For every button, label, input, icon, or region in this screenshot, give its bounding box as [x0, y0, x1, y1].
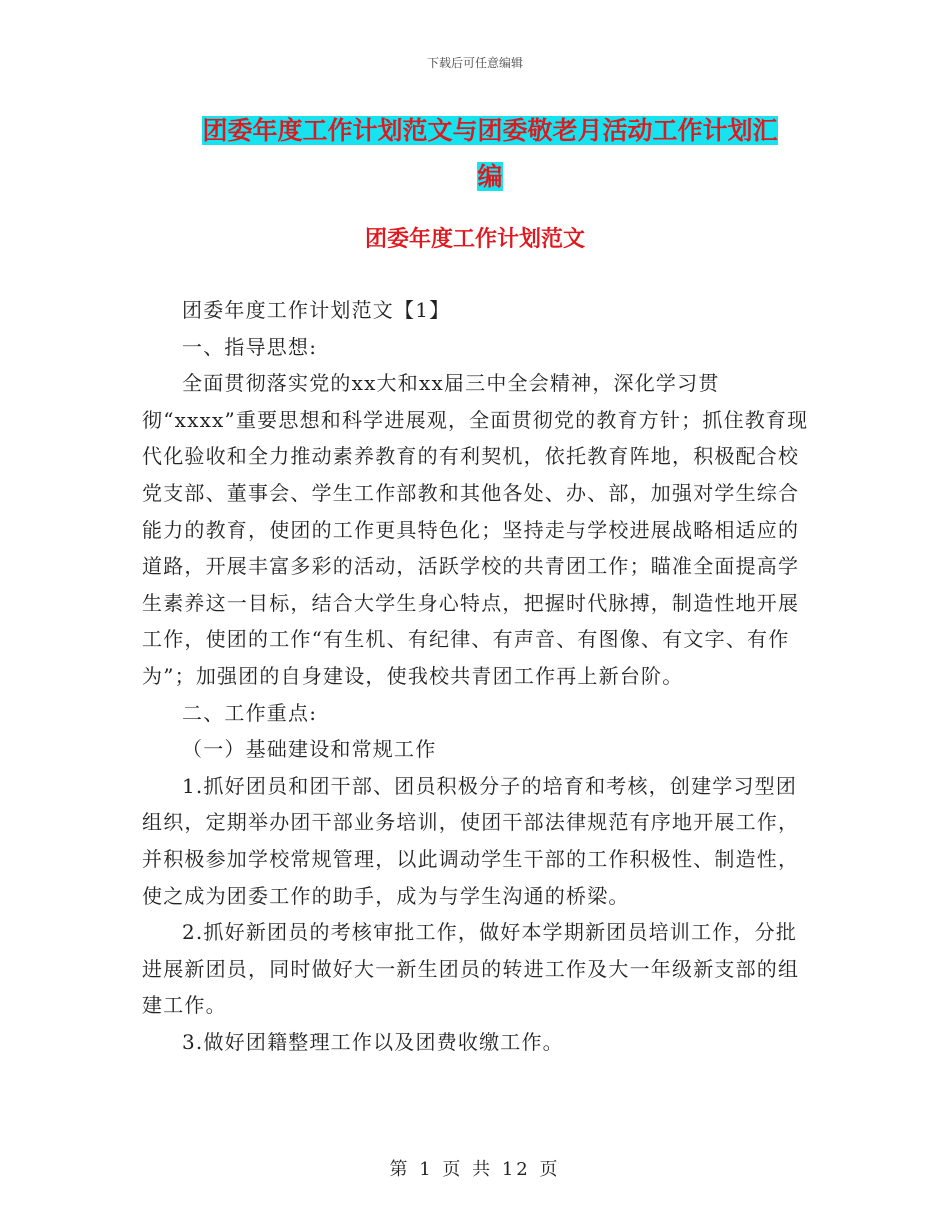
document-body — [142, 292, 814, 1060]
document-title-line2: 编 — [477, 162, 503, 191]
paragraph: 一、指导思想: — [182, 334, 318, 359]
page-number-footer: 第 1 页 共 12 页 — [389, 1159, 561, 1180]
paragraph: 全面贯彻落实党的xx大和xx届三中全会精神，深化学习贯彻“xxxx”重要思想和科学进展观，全面贯彻党的教育方针；抓住教育现代化验收和全力推动素养教育的有利契机，依托教育阵地，积极配合校党支部、董事会、学生工作部教和其他各处、办、部，加强对学生综合能力的教育，使团的工作更具特色化；坚持走与学校进展战略相适应的道路，开展丰富多彩的活动，活跃学校的共青团工作；瞄准全面提高学生素养这一目标，结合大学生身心特点，把握时代脉搏，制造性地开展工作，使团的工作“有生机、有纪律、有声音、有图像、有文字、有作为”；加强团的自身建设，使我校共青团工作再上新台阶。 — [142, 371, 809, 688]
paragraph: 3.做好团籍整理工作以及团费收缴工作。 — [182, 1029, 564, 1054]
paragraph: 2.抓好新团员的考核审批工作，做好本学期新团员培训工作，分批进展新团员，同时做好大一新生团员的转进工作及大一年级新支部的组建工作。 — [142, 920, 800, 1018]
paragraph: 1.抓好团员和团干部、团员积极分子的培育和考核，创建学习型团组织，定期举办团干部业务培训，使团干部法律规范有序地开展工作，并积极参加学校常规管理，以此调动学生干部的工作积极性、制造性，使之成为团委工作的助手，成为与学生沟通的桥梁。 — [142, 773, 800, 908]
section-title: 团委年度工作计划范文 — [364, 227, 585, 252]
document-title — [140, 108, 840, 200]
paragraph: 二、工作重点: — [182, 700, 318, 725]
paragraph: 团委年度工作计划范文【1】 — [182, 298, 451, 322]
header-note: 下载后可任意编辑 — [426, 56, 523, 70]
paragraph: （一）基础建设和常规工作 — [182, 737, 437, 762]
document-title-line1: 团委年度工作计划范文与团委敬老月活动工作计划汇 — [202, 116, 778, 145]
